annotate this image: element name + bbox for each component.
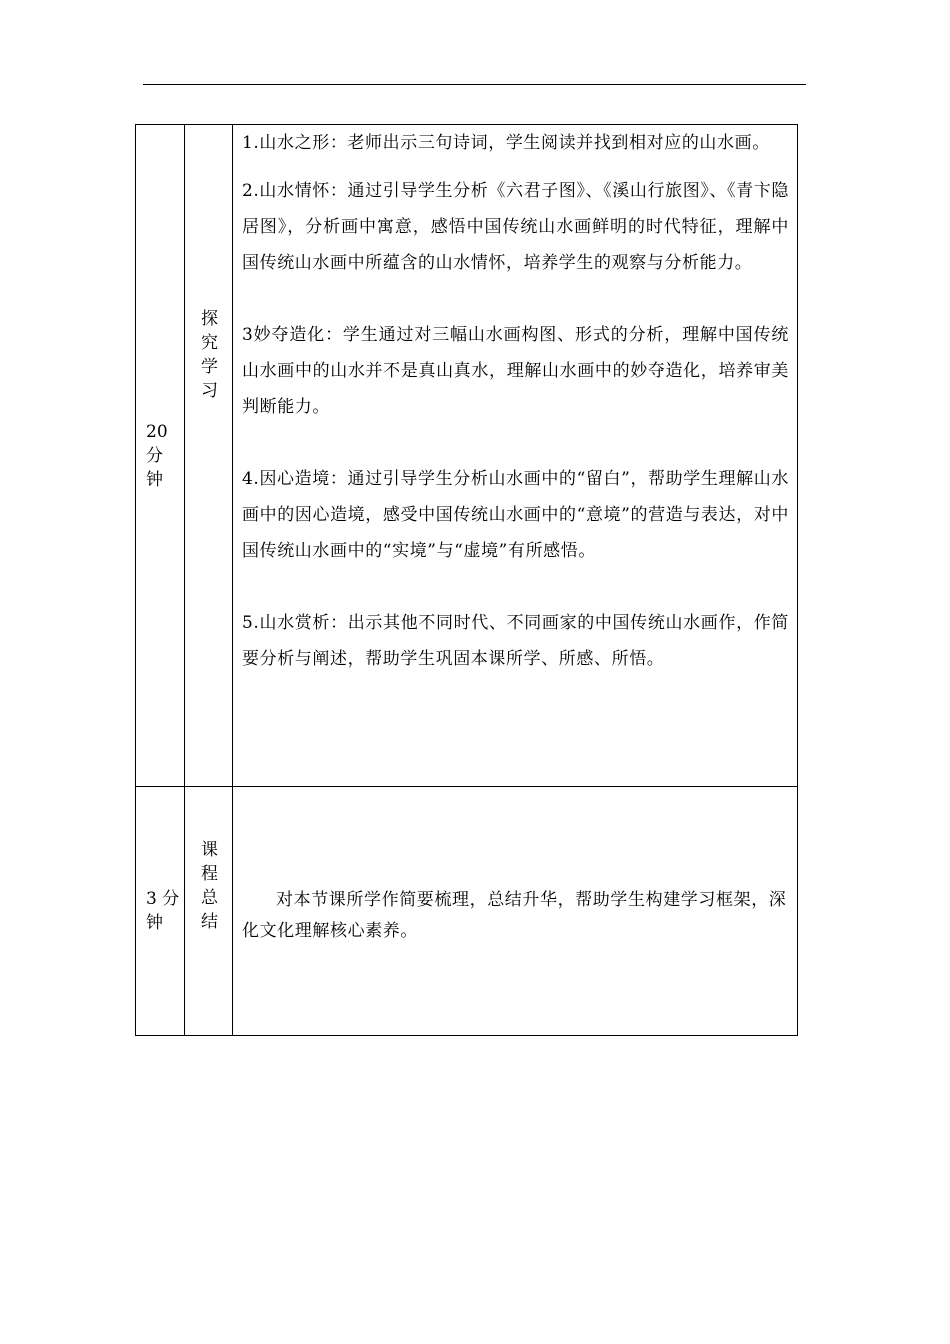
paragraph-sentiment: 2.山水情怀：通过引导学生分析《六君子图》、《溪山行旅图》、《青卞隐居图》，分析画中寓意，感悟中国传统山水画鲜明的时代特征，理解中国传统山水画中所蕴含的山水情怀，培养学生的观察与分析能力。 [242, 181, 789, 273]
stage-char: 学 [201, 357, 218, 377]
time-cell [136, 787, 185, 1036]
time-line: 钟 [146, 913, 163, 933]
time-line: 钟 [146, 469, 163, 490]
stage-cell [185, 787, 233, 1036]
time-cell [136, 125, 185, 787]
stage-char: 程 [201, 864, 218, 884]
header-rule [143, 84, 806, 85]
paragraph-creation: 3妙夺造化：学生通过对三幅山水画构图、形式的分析，理解中国传统山水画中的山水并不是真山真水，理解山水画中的妙夺造化，培养审美判断能力。 [242, 325, 789, 417]
time-line: 分 [146, 445, 163, 466]
stage-char: 结 [201, 912, 218, 932]
paragraph-appreciation: 5.山水赏析：出示其他不同时代、不同画家的中国传统山水画作，作简要分析与阐述，帮助学生巩固本课所学、所感、所悟。 [242, 613, 789, 669]
content-cell [233, 125, 798, 787]
content-cell [233, 787, 798, 1036]
stage-cell [185, 125, 233, 787]
stage-char: 究 [201, 333, 218, 353]
time-line: 20 [146, 421, 168, 442]
time-line: 3 分 [146, 889, 180, 909]
table-row-summary [136, 787, 798, 1036]
paragraph-shape: 1.山水之形：老师出示三句诗词，学生阅读并找到相对应的山水画。 [242, 133, 770, 153]
table-row-explore [136, 125, 798, 787]
summary-text: 对本节课所学作简要梳理，总结升华，帮助学生构建学习框架，深化文化理解核心素养。 [242, 890, 787, 941]
lesson-plan-table [135, 124, 798, 1036]
stage-char: 总 [201, 888, 218, 908]
stage-char: 习 [201, 381, 218, 401]
stage-char: 课 [201, 840, 218, 860]
paragraph-mind: 4.因心造境：通过引导学生分析山水画中的“留白”，帮助学生理解山水画中的因心造境，感受中国传统山水画中的“意境”的营造与表达，对中国传统山水画中的“实境”与“虚境”有所感悟。 [242, 469, 789, 561]
stage-char: 探 [201, 309, 218, 329]
